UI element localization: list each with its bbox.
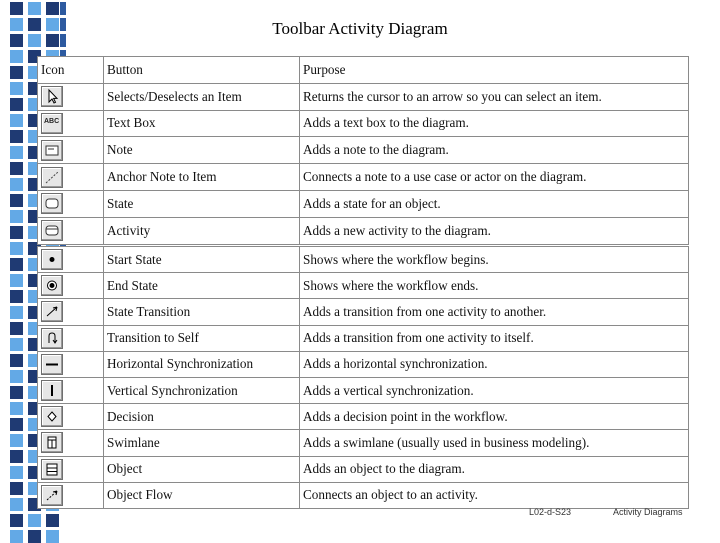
strip-square — [10, 98, 23, 111]
button-purpose: Adds a text box to the diagram. — [300, 110, 689, 137]
text-box-icon-label: ABC — [44, 117, 60, 125]
arrow-cursor-icon — [41, 86, 63, 107]
strip-square — [28, 2, 41, 15]
strip-square — [10, 210, 23, 223]
button-name: State — [104, 190, 300, 217]
transition-to-self-icon — [41, 328, 63, 349]
table-row — [38, 377, 689, 403]
strip-square — [10, 482, 23, 495]
strip-square — [10, 514, 23, 527]
button-name: End State — [104, 273, 300, 299]
strip-square — [10, 226, 23, 239]
table-row — [38, 325, 689, 351]
button-purpose: Adds a note to the diagram. — [300, 137, 689, 164]
strip-square — [10, 242, 23, 255]
strip-square — [10, 82, 23, 95]
table-row — [38, 351, 689, 377]
button-purpose: Returns the cursor to an arrow so you can select an item. — [300, 83, 689, 110]
strip-square — [60, 2, 66, 15]
button-name: Swimlane — [104, 430, 300, 456]
button-name: Object Flow — [104, 482, 300, 508]
button-purpose: Shows where the workflow begins. — [300, 247, 689, 273]
button-name: Start State — [104, 247, 300, 273]
table-row — [38, 190, 689, 217]
strip-square — [10, 322, 23, 335]
table-row — [38, 137, 689, 164]
activity-icon — [41, 220, 63, 241]
table-row — [38, 110, 689, 137]
table-row — [38, 217, 689, 244]
button-name: Anchor Note to Item — [104, 164, 300, 191]
footer-section: Activity Diagrams — [613, 507, 683, 517]
strip-square — [10, 418, 23, 431]
button-purpose: Adds a horizontal synchronization. — [300, 351, 689, 377]
strip-square — [10, 450, 23, 463]
strip-square — [10, 338, 23, 351]
button-purpose: Adds an object to the diagram. — [300, 456, 689, 482]
anchor-note-icon — [41, 167, 63, 188]
object-icon — [41, 459, 63, 480]
strip-square — [10, 354, 23, 367]
strip-square — [10, 466, 23, 479]
strip-square — [10, 306, 23, 319]
table-row — [38, 247, 689, 273]
strip-square — [10, 402, 23, 415]
button-name: Activity — [104, 217, 300, 244]
strip-square — [10, 290, 23, 303]
strip-square — [46, 2, 59, 15]
button-name: State Transition — [104, 299, 300, 325]
header-button: Button — [104, 57, 300, 84]
strip-square — [28, 530, 41, 543]
button-name: Vertical Synchronization — [104, 377, 300, 403]
table-header-row — [38, 57, 689, 84]
vertical-sync-icon — [41, 380, 63, 401]
state-transition-icon — [41, 301, 63, 322]
strip-square — [10, 434, 23, 447]
strip-square — [10, 178, 23, 191]
table-row — [38, 404, 689, 430]
button-name: Text Box — [104, 110, 300, 137]
decision-icon — [41, 406, 63, 427]
start-state-icon — [41, 249, 63, 270]
table-row — [38, 482, 689, 508]
strip-square — [10, 114, 23, 127]
slide-title: Toolbar Activity Diagram — [272, 19, 448, 38]
button-purpose: Shows where the workflow ends. — [300, 273, 689, 299]
horizontal-sync-icon — [41, 354, 63, 375]
table-row — [38, 430, 689, 456]
button-name: Selects/Deselects an Item — [104, 83, 300, 110]
strip-square — [10, 370, 23, 383]
button-purpose: Adds a transition from one activity to itself. — [300, 325, 689, 351]
button-purpose: Connects a note to a use case or actor on the diagram. — [300, 164, 689, 191]
button-name: Note — [104, 137, 300, 164]
button-purpose: Adds a vertical synchronization. — [300, 377, 689, 403]
table-row — [38, 299, 689, 325]
strip-square — [10, 2, 23, 15]
footer-slide-id: L02-d-S23 — [529, 507, 572, 517]
toolbar-table-bottom — [37, 246, 689, 509]
table-row — [38, 83, 689, 110]
end-state-icon — [41, 275, 63, 296]
strip-square — [28, 514, 41, 527]
toolbar-table-top — [37, 56, 689, 245]
button-purpose: Adds a new activity to the diagram. — [300, 217, 689, 244]
table-row — [38, 164, 689, 191]
object-flow-icon — [41, 485, 63, 506]
button-name: Horizontal Synchronization — [104, 351, 300, 377]
button-purpose: Adds a state for an object. — [300, 190, 689, 217]
table-row — [38, 273, 689, 299]
strip-square — [10, 274, 23, 287]
button-name: Transition to Self — [104, 325, 300, 351]
button-name: Object — [104, 456, 300, 482]
note-icon — [41, 140, 63, 161]
table-row — [38, 456, 689, 482]
strip-square — [10, 130, 23, 143]
strip-square — [10, 162, 23, 175]
button-purpose: Connects an object to an activity. — [300, 482, 689, 508]
strip-square — [10, 194, 23, 207]
strip-square — [10, 146, 23, 159]
strip-square — [10, 50, 23, 63]
strip-square — [10, 386, 23, 399]
strip-square — [10, 258, 23, 271]
button-name: Decision — [104, 404, 300, 430]
strip-square — [46, 530, 59, 543]
button-purpose: Adds a swimlane (usually used in business modeling). — [300, 430, 689, 456]
header-purpose: Purpose — [300, 57, 689, 84]
swimlane-icon — [41, 432, 63, 453]
state-icon — [41, 193, 63, 214]
strip-square — [10, 66, 23, 79]
text-box-icon — [41, 113, 63, 134]
strip-square — [10, 530, 23, 543]
strip-square — [46, 514, 59, 527]
header-icon: Icon — [38, 57, 104, 84]
strip-square — [10, 498, 23, 511]
button-purpose: Adds a transition from one activity to another. — [300, 299, 689, 325]
button-purpose: Adds a decision point in the workflow. — [300, 404, 689, 430]
